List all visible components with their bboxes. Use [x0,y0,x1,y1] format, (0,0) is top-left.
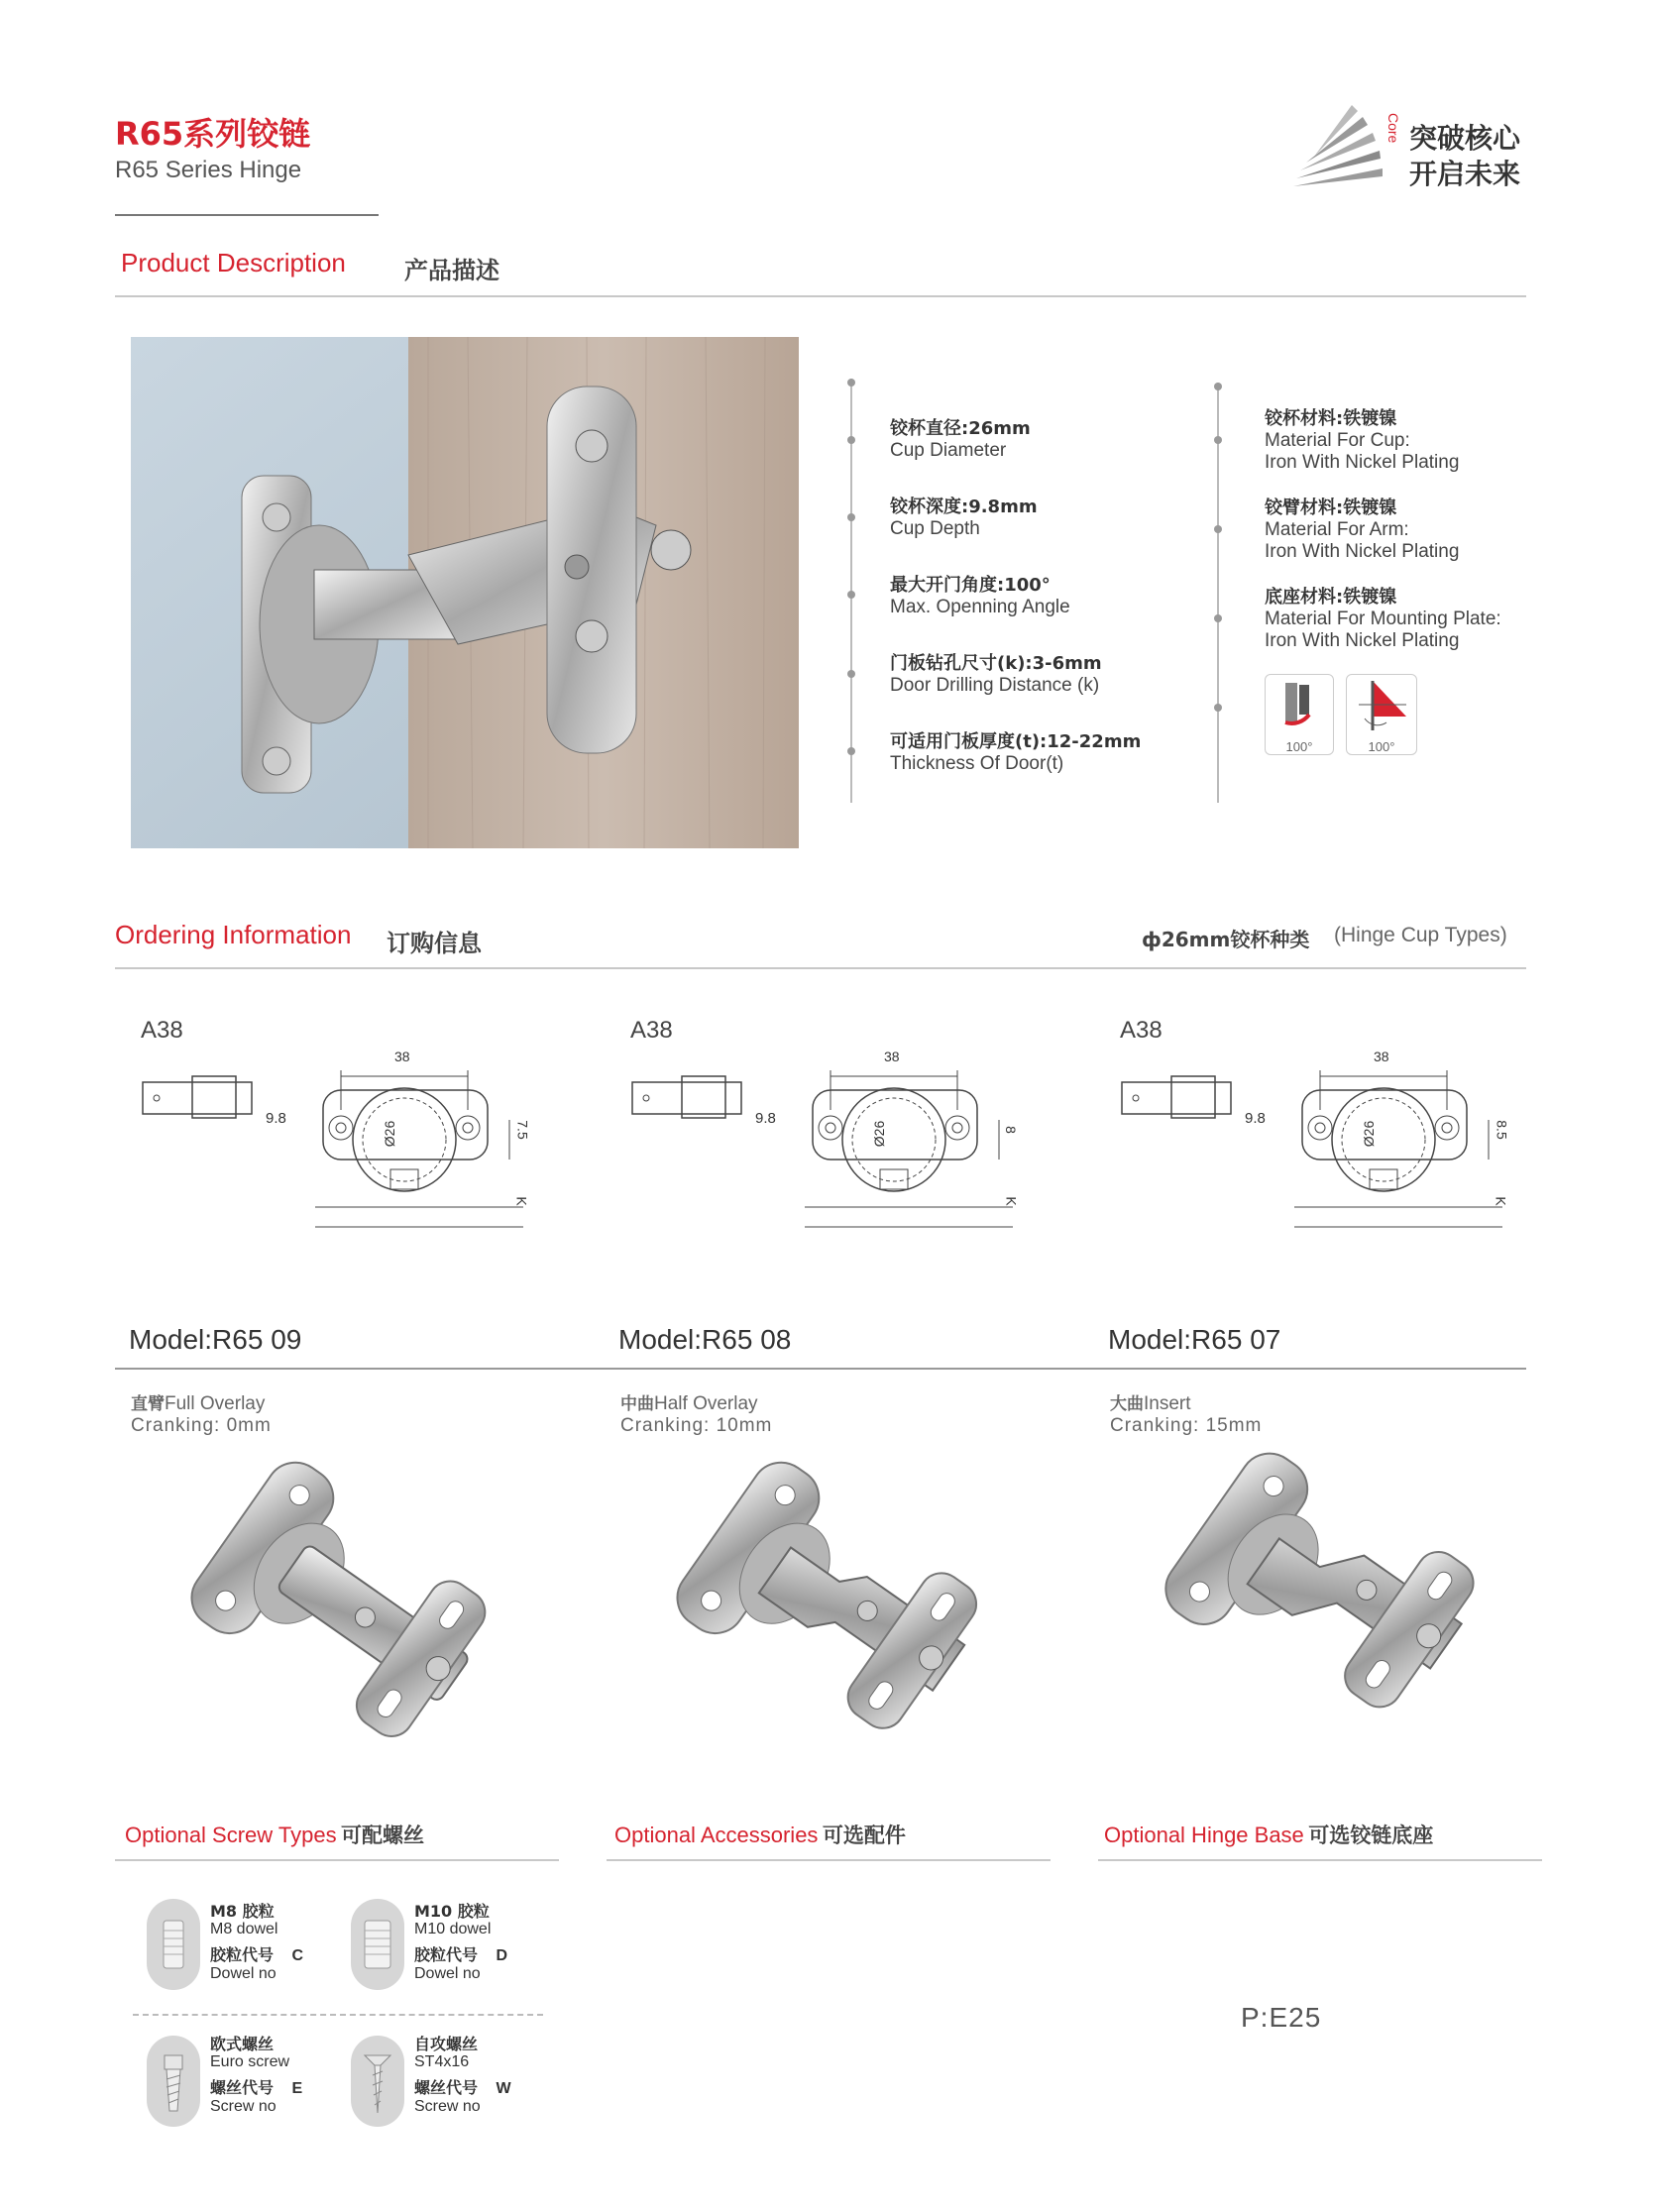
m8-dowel-icon [147,1899,200,1990]
self-tapping-screw-icon [351,2036,404,2127]
logo-line-1: 突破核心 [1409,122,1521,155]
spec-dot [847,670,855,678]
k-dimension: K [1003,1196,1020,1206]
m10-dowel-icon [351,1899,404,1990]
section-divider [115,967,1526,969]
cup-side-view-icon [1120,1068,1239,1138]
spec-dot [847,513,855,521]
screw-dashed-divider [133,2014,543,2016]
models-divider [115,1368,1526,1370]
logo-vertical-text: Core [1385,113,1401,144]
model-type-3: 大曲Insert [1110,1393,1191,1414]
spec-dot [847,379,855,387]
model-heading-2: Model:R65 08 [618,1324,792,1355]
spec-dot [847,436,855,444]
page-title-en: R65 Series Hinge [115,157,302,183]
fan-logo-icon [1288,99,1387,188]
diameter-dimension: Ø26 [1361,1120,1378,1148]
spec-item: 铰杯深度:9.8mm Cup Depth [890,497,1038,539]
page-title-cn: R65系列铰链 [115,115,311,153]
option-divider [115,1859,559,1861]
angle-label: 100° [1285,739,1313,754]
depth-dimension: 9.8 [755,1110,776,1127]
spec-list-left [890,414,1227,806]
angle-label: 100° [1368,739,1395,754]
hinge-half-overlay-image [654,1447,1021,1774]
model-heading-3: Model:R65 07 [1108,1324,1281,1355]
screw-item-m8: M8 胶粒 M8 dowel 胶粒代号 C Dowel no [210,1902,304,1982]
product-description-title: Product Description [121,248,346,277]
spec-dot [1214,383,1222,390]
k-dimension: K [1493,1196,1509,1206]
option-heading-base: Optional Hinge Base 可选铰链底座 [1104,1823,1434,1847]
option-divider [607,1859,1051,1861]
depth-dimension: 9.8 [266,1110,286,1127]
spec-divider-right [1217,383,1219,803]
angle-icon-1 [1265,674,1334,755]
euro-screw-icon [147,2036,200,2127]
side-dimension: 8.5 [1494,1120,1510,1140]
spec-dot [847,591,855,599]
k-dimension: K [513,1196,530,1206]
spec-dot [847,747,855,755]
spec-item: 最大开门角度:100° Max. Openning Angle [890,575,1070,617]
spec-dot [1214,525,1222,533]
width-dimension: 38 [884,1049,900,1064]
product-description-title-cn: 产品描述 [404,257,499,284]
material-item: 铰杯材料:铁镀镍 Material For Cup: Iron With Nickel Plating [1265,408,1460,473]
section-divider [115,295,1526,297]
model-cranking-3: Cranking: 15mm [1110,1415,1263,1436]
side-dimension: 7.5 [514,1120,531,1140]
drawing-code: A38 [630,1017,673,1044]
model-heading-1: Model:R65 09 [129,1324,302,1355]
model-cranking-1: Cranking: 0mm [131,1415,272,1436]
option-heading-accessories: Optional Accessories 可选配件 [614,1823,906,1847]
ordering-title: Ordering Information [115,920,352,949]
option-divider [1098,1859,1542,1861]
hinge-insert-image [1140,1437,1506,1774]
cup-top-view-icon [315,1051,523,1239]
product-photo [131,337,799,848]
option-heading-screws: Optional Screw Types 可配螺丝 [125,1823,425,1847]
door-angle-icon [1266,675,1335,734]
brand-logo [1288,99,1546,198]
cup-drawing-2 [607,1011,1043,1239]
material-item: 底座材料:铁镀镍 Material For Mounting Plate: Iron With Nickel Plating [1265,587,1501,651]
cup-drawing-3 [1096,1011,1532,1239]
screw-item-st4x16: 自攻螺丝 ST4x16 螺丝代号 W Screw no [414,2035,511,2115]
depth-dimension: 9.8 [1245,1110,1266,1127]
title-underline [115,214,379,216]
screw-item-euro: 欧式螺丝 Euro screw 螺丝代号 E Screw no [210,2035,303,2115]
cup-top-view-icon [805,1051,1013,1239]
cup-types-en: (Hinge Cup Types) [1334,924,1507,946]
cup-types-cn: ф26mm铰杯种类 [1142,928,1310,951]
cup-side-view-icon [141,1068,260,1138]
model-type-1: 直臂Full Overlay [131,1393,266,1414]
spec-item: 铰杯直径:26mm Cup Diameter [890,418,1031,461]
spec-dot [1214,614,1222,622]
cup-side-view-icon [630,1068,749,1138]
cup-top-view-icon [1294,1051,1502,1239]
ordering-title-cn: 订购信息 [387,930,482,957]
drawing-code: A38 [141,1017,183,1044]
model-type-2: 中曲Half Overlay [620,1393,758,1414]
spec-item: 门板钻孔尺寸(k):3-6mm Door Drilling Distance (k) [890,653,1102,696]
diameter-dimension: Ø26 [382,1120,398,1148]
width-dimension: 38 [1374,1049,1389,1064]
side-dimension: 8 [1002,1126,1019,1134]
drawing-code: A38 [1120,1017,1163,1044]
diameter-dimension: Ø26 [871,1120,888,1148]
page-number: P:E25 [1241,2002,1322,2033]
hinge-full-overlay-image [168,1447,535,1774]
angle-icon-2 [1346,674,1417,755]
spec-dot [1214,436,1222,444]
spec-list-right [1265,404,1552,672]
spec-dot [1214,704,1222,712]
spec-item: 可适用门板厚度(t):12-22mm Thickness Of Door(t) [890,731,1142,774]
model-cranking-2: Cranking: 10mm [620,1415,773,1436]
logo-line-2: 开启未来 [1409,158,1521,190]
cup-drawing-1 [117,1011,553,1239]
width-dimension: 38 [394,1049,410,1064]
material-item: 铰臂材料:铁镀镍 Material For Arm: Iron With Nickel Plating [1265,498,1460,562]
door-swing-icon [1347,675,1418,734]
screw-item-m10: M10 胶粒 M10 dowel 胶粒代号 D Dowel no [414,1902,508,1982]
